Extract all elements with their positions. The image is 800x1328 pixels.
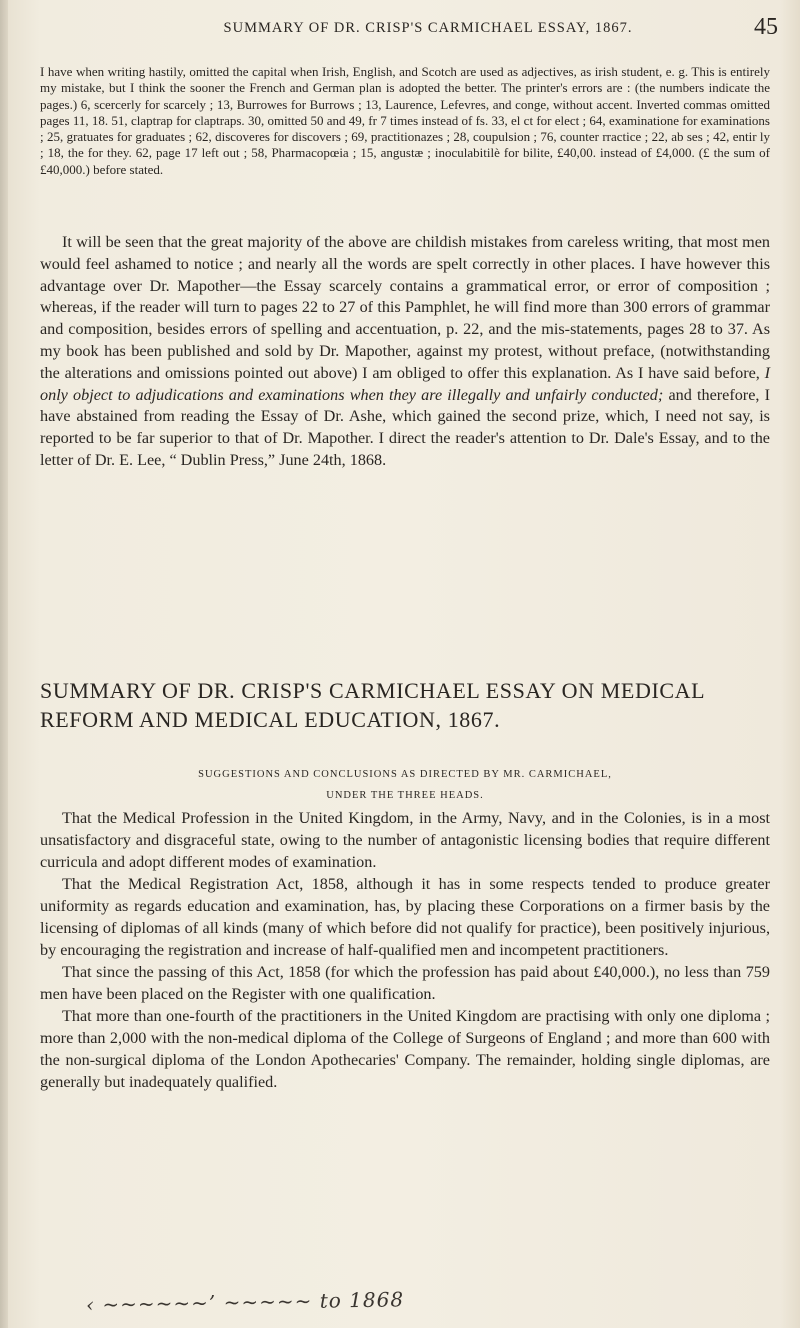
explanation-text-part1: It will be seen that the great majority of the above are childish mistakes from careless writing, that most men would feel ashamed to notice ; and nearly all the words are spelt correctly in other places. I have however this advantage over Dr. Mapother—the Essay scarcely contains a grammatical error, or error of composition ; whereas, if the reader will turn to pages 22 to 27 of this Pamphlet, he will find more than 300 errors of grammar and composition, besides errors of spelling and accentuation, p. 22, and the mis-statements, pages 28 to 37. As my book has been published and sold by Dr. Mapother, against my protest, without preface, (notwithstanding the alterations and omissions pointed out above) I am obliged to offer this explanation. As I have said before,	[40, 233, 770, 382]
subhead-line-1: SUGGESTIONS AND CONCLUSIONS AS DIRECTED BY MR. CARMICHAEL,	[198, 769, 612, 780]
page-header	[0, 14, 800, 58]
explanation-text-part2: and therefore, I have abstained from reading the Essay of Dr. Ashe, which gained the second prize, which, I need not say, is reported to be far superior to that of Dr. Mapother. I direct the reader's attention to Dr. Dale's Essay, and to the letter of Dr. E. Lee, “ Dublin Press,” June 24th, 1868.	[40, 385, 770, 469]
section-title: SUMMARY OF DR. CRISP'S CARMICHAEL ESSAY ON MEDICAL REFORM AND MEDICAL EDUCATION, 1867.	[40, 678, 705, 732]
errata-paragraph: I have when writing hastily, omitted the capital when Irish, English, and Scotch are used as adjectives, as irish student, e. g. This is entirely my mistake, but I think the sooner the French and German plan is adopted the better. The printer's errors are : (the numbers indicate the pages.) 6, scercerly for scarcely ; 13, Burrowes for Burrows ; 13, Laurence, Lefevres, and conge, without accent. Inverted commas omitted pages 11, 18. 51, claptrap for claptraps. 30, omitted 50 and 49, fr 7 times instead of fs. 33, el ct for elect ; 64, examinatione for examinations ; 25, gratuates for graduates ; 62, discoveres for discovers ; 69, practitionazes ; 28, coupulsion ; 76, counter rractice ; 22, ab ses ; 42, entir ly ; 18, the for they. 62, page 17 left out ; 58, Pharmacopœia ; 15, angustæ ; inoculabitilè for bilite, £40,00. instead of £4,000. (£ the sum of £40,000.) before stated.	[40, 64, 770, 177]
conclusions-list	[40, 807, 770, 1093]
conclusion-paragraph: That more than one-fourth of the practitioners in the United Kingdom are practising with only one diploma ; more than 2,000 with the non-medical diploma of the College of Surgeons of England ; and more than 600 with the non-surgical diploma of the London Apothecaries' Company. The remainder, holding single diplomas, are generally but inadequately qualified.	[40, 1007, 770, 1091]
page-spine-shadow	[0, 0, 8, 1328]
explanation-emphasis: I only object to adjudications and examinations when they are illegally and unfairly conducted;	[40, 363, 770, 404]
conclusion-paragraph: That the Medical Registration Act, 1858, although it has in some respects tended to produce greater uniformity as regards education and examination, has, by placing these Corporations on a firmer basis by the licensing of diplomas of all kinds (many of which before did not qualify for practice), been positively injurious, by encouraging the registration and increase of half-qualified men and incompetent practitioners.	[40, 875, 770, 959]
handwritten-annotation: ‹ ~~~~~~’ ~~~~~ to 1868	[85, 1287, 405, 1317]
explanation-paragraph	[40, 232, 770, 472]
page-number: 45	[754, 14, 778, 40]
subhead-line-2: UNDER THE THREE HEADS.	[326, 790, 484, 801]
running-head: SUMMARY OF DR. CRISP'S CARMICHAEL ESSAY, 1867.	[223, 20, 633, 36]
conclusion-paragraph: That the Medical Profession in the United Kingdom, in the Army, Navy, and in the Colonies, is in a most unsatisfactory and disgraceful state, owing to the number of antagonistic licensing bodies that require different curricula and adopt different modes of examination.	[40, 809, 770, 871]
section-subhead	[40, 764, 770, 806]
conclusion-paragraph: That since the passing of this Act, 1858 (for which the profession has paid about £40,000.), no less than 759 men have been placed on the Register with one qualification.	[40, 963, 770, 1003]
